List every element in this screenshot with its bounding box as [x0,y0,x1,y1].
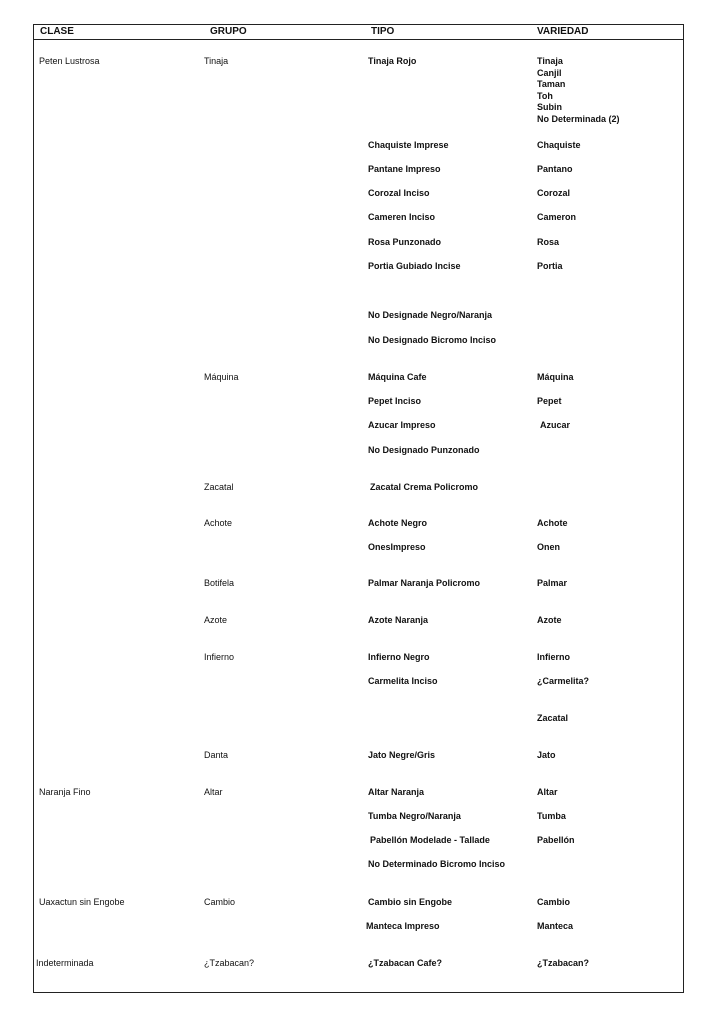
variedad-cell: Zacatal [537,713,569,723]
grupo-cell: Tinaja [204,56,229,66]
header-tipo: TIPO [371,26,395,37]
variedad-cell: Pepet [537,396,562,406]
grupo-cell: Infierno [204,652,235,662]
tipo-cell: No Designado Bicromo Inciso [368,335,497,345]
tipo-cell: Tinaja Rojo [368,56,417,66]
tipo-cell: No Determinado Bicromo Inciso [368,859,506,869]
variedad-cell: Palmar [537,578,568,588]
variedad-item: Canjil [537,67,562,78]
tipo-cell: Máquina Cafe [368,372,427,382]
tipo-cell: Carmelita Inciso [368,676,438,686]
variedad-cell: Cambio [537,897,571,907]
tipo-cell: ¿Tzabacan Cafe? [368,958,443,968]
variedad-item: No Determinada (2) [537,113,620,124]
tipo-cell: Azote Naranja [368,615,429,625]
tipo-cell: OnesImpreso [368,542,426,552]
variedad-list [537,56,620,125]
tipo-cell: Jato Negre/Gris [368,750,436,760]
grupo-cell: Danta [204,750,229,760]
variedad-cell: Pabellón [537,835,575,845]
tipo-cell: Infierno Negro [368,652,430,662]
grupo-cell: ¿Tzabacan? [204,958,255,968]
tipo-cell: Cameren Inciso [368,212,436,222]
variedad-cell: Pantano [537,164,573,174]
variedad-cell: Chaquiste [537,140,581,150]
tipo-cell: Tumba Negro/Naranja [368,811,461,821]
tipo-cell: Chaquiste Imprese [368,140,449,150]
tipo-cell: Pantane Impreso [368,164,441,174]
variedad-item: Subin [537,102,562,112]
variedad-cell: Infierno [537,652,570,662]
variedad-cell: Azote [537,615,562,625]
variedad-cell: Manteca [537,921,574,931]
variedad-cell: Jato [537,750,556,760]
tipo-cell: Achote Negro [368,518,428,528]
grupo-cell: Zacatal [204,482,234,492]
header-clase: CLASE [40,26,74,37]
tipo-cell: Portia Gubiado Incise [368,261,461,271]
variedad-cell: ¿Carmelita? [537,676,590,686]
variedad-cell: Altar [537,787,558,797]
tipo-cell: Altar Naranja [368,787,425,797]
grupo-cell: Azote [204,615,228,625]
variedad-cell: Achote [537,518,568,528]
variedad-cell: Azucar [540,420,571,430]
variedad-item: Taman [537,79,566,89]
tipo-cell: Cambio sin Engobe [368,897,453,907]
clase-cell: Peten Lustrosa [39,56,100,66]
variedad-cell: Onen [537,542,561,552]
tipo-cell: Pabellón Modelade - Tallade [370,835,490,845]
tipo-cell: Zacatal Crema Policromo [370,482,479,492]
clase-cell: Indeterminada [36,958,94,968]
variedad-cell: Cameron [537,212,577,222]
variedad-cell: Tumba [537,811,566,821]
table-frame [33,24,684,993]
variedad-item: Toh [537,90,553,101]
header-variedad: VARIEDAD [537,26,589,37]
grupo-cell: Cambio [204,897,236,907]
tipo-cell: Corozal Inciso [368,188,430,198]
tipo-cell: No Designado Punzonado [368,445,480,455]
tipo-cell: Palmar Naranja Policromo [368,578,481,588]
variedad-cell: Portia [537,261,563,271]
variedad-cell: Máquina [537,372,574,382]
variedad-cell: Corozal [537,188,571,198]
grupo-cell: Máquina [204,372,239,382]
clase-cell: Naranja Fino [39,787,91,797]
tipo-cell: Pepet Inciso [368,396,422,406]
variedad-cell: Rosa [537,237,560,247]
header-grupo: GRUPO [210,26,247,37]
tipo-cell: No Designade Negro/Naranja [368,310,493,320]
variedad-item: Tinaja [537,56,563,66]
tipo-cell: Manteca Impreso [366,921,440,931]
grupo-cell: Altar [204,787,223,797]
grupo-cell: Achote [204,518,233,528]
tipo-cell: Rosa Punzonado [368,237,442,247]
grupo-cell: Botifela [204,578,235,588]
clase-cell: Uaxactun sin Engobe [39,897,125,907]
tipo-cell: Azucar Impreso [368,420,436,430]
variedad-cell: ¿Tzabacan? [537,958,590,968]
